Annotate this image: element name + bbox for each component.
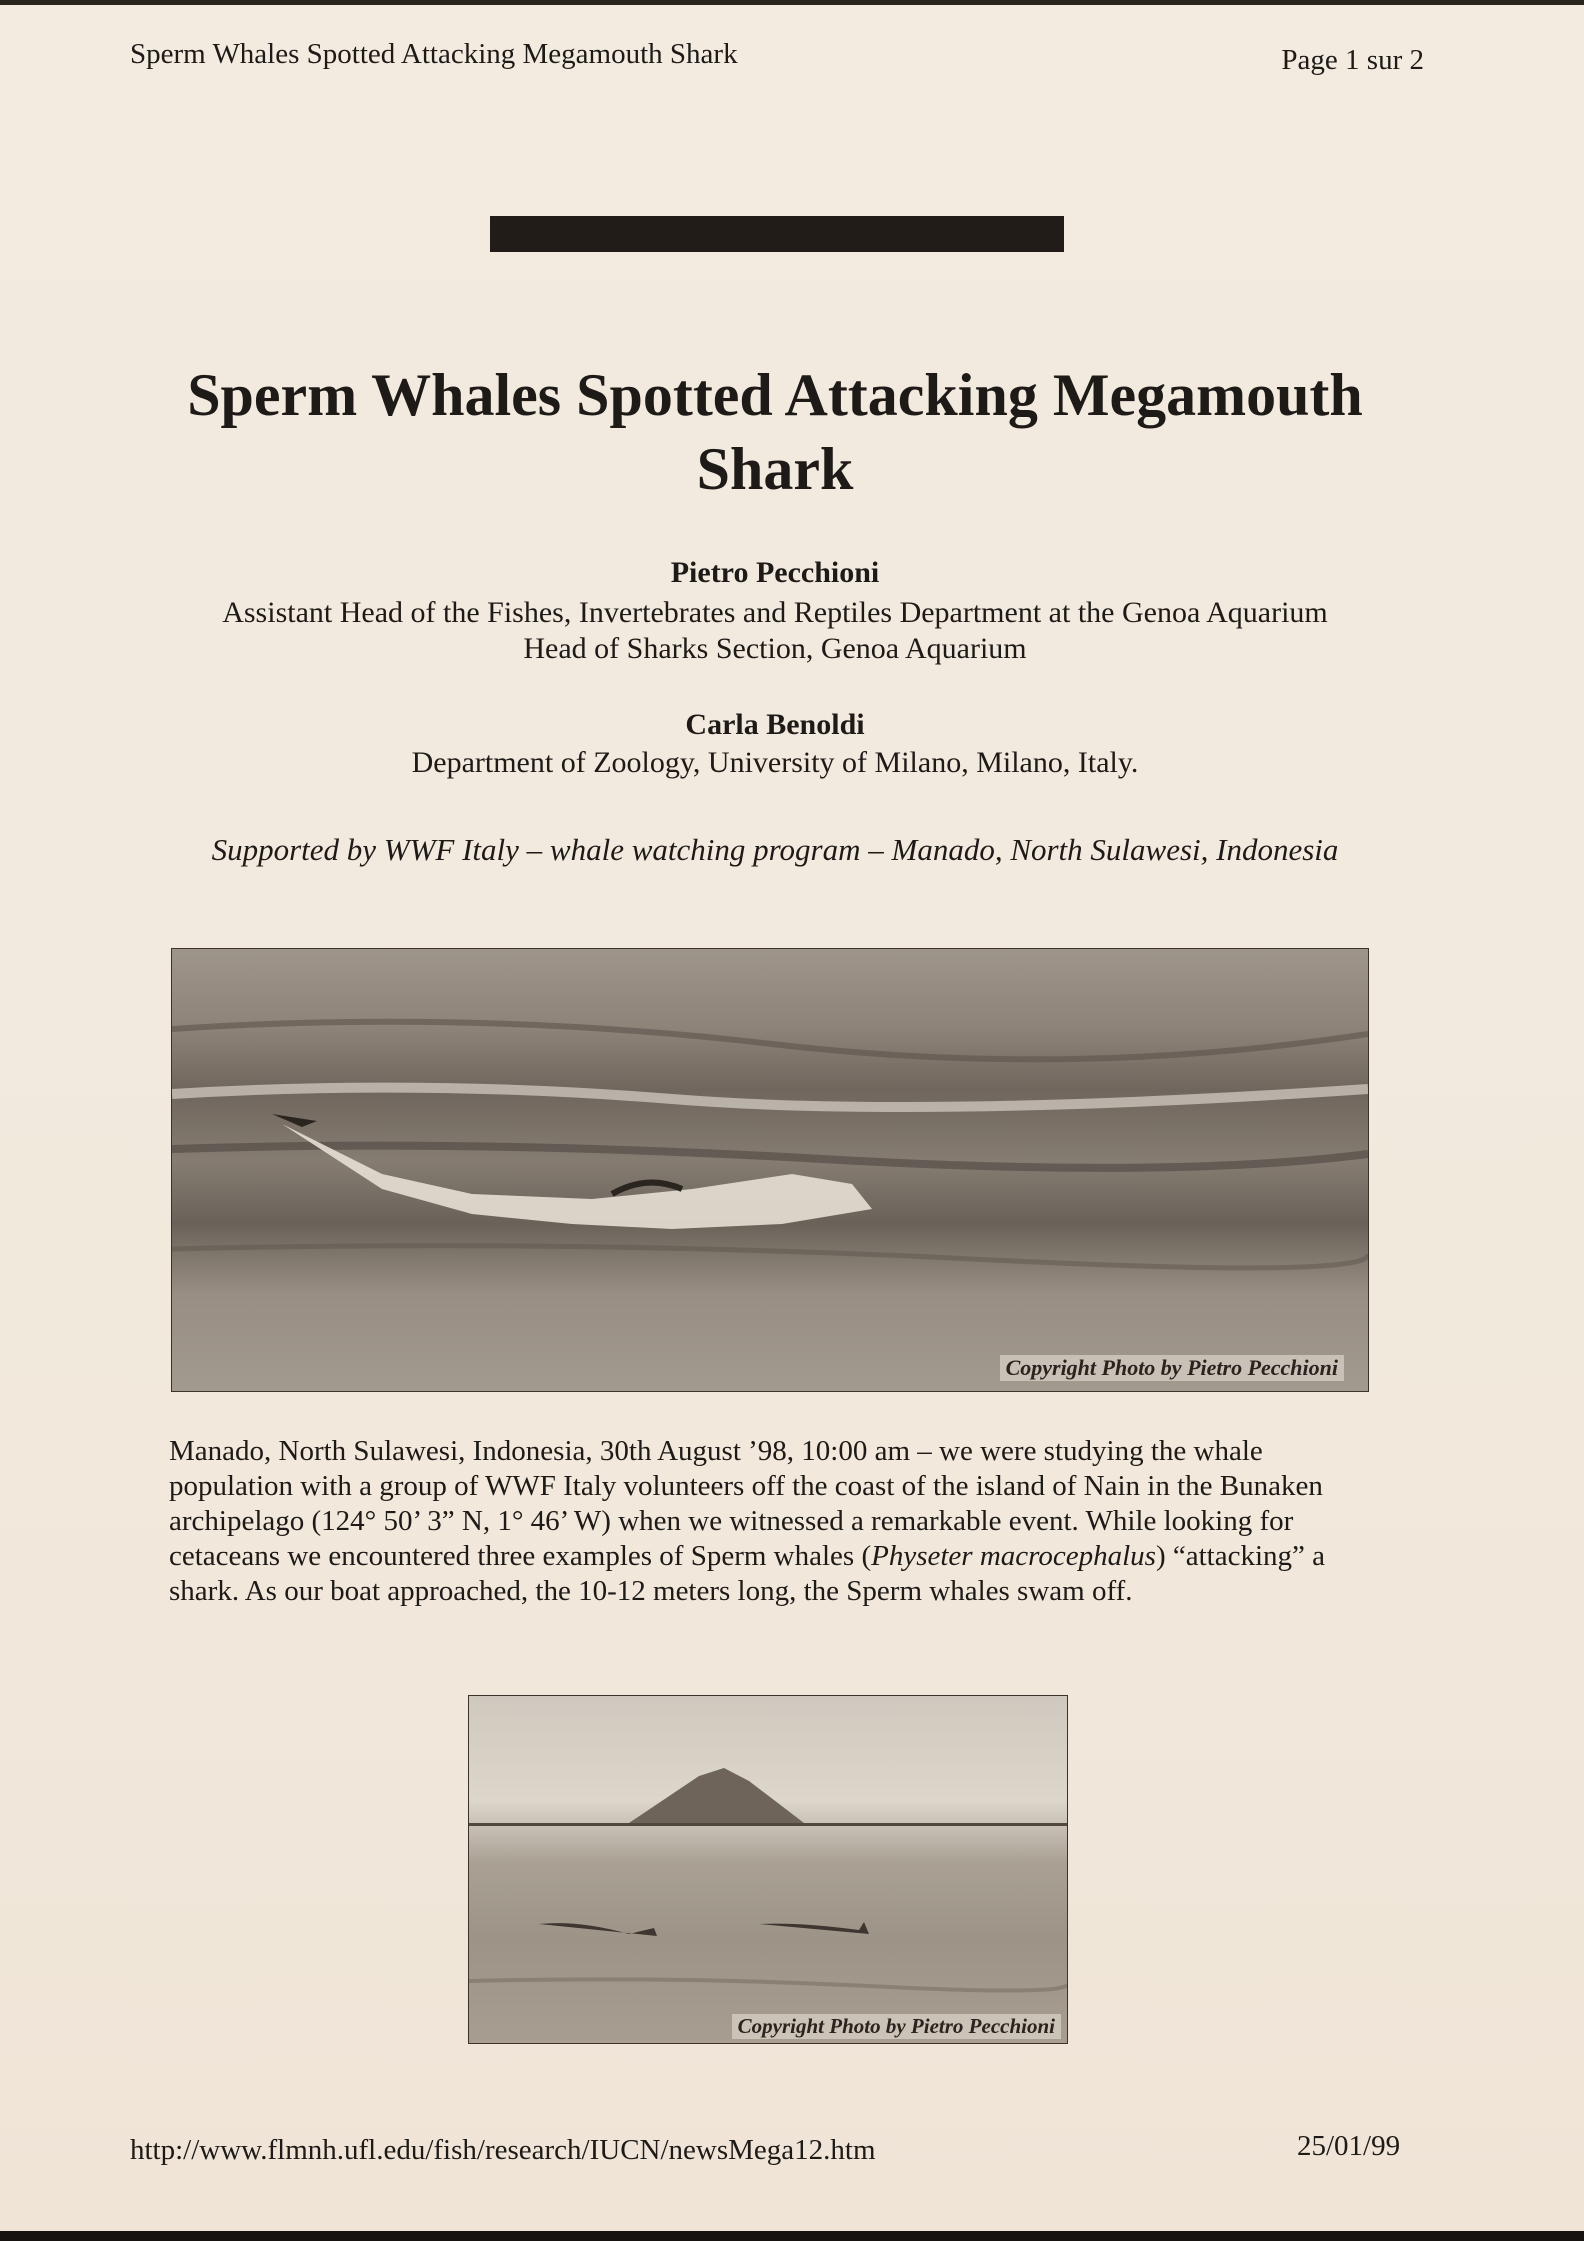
author-affiliation-benoldi: Department of Zoology, University of Milano, Milano, Italy. bbox=[411, 746, 1139, 779]
sperm-whales-island-photo bbox=[468, 1695, 1068, 2044]
article-title: Sperm Whales Spotted Attacking Megamouth Shark bbox=[187, 362, 1363, 502]
author-name-benoldi: Carla Benoldi bbox=[685, 708, 865, 741]
support-statement: Supported by WWF Italy – whale watching program – Manado, North Sulawesi, Indonesia bbox=[211, 832, 1339, 867]
species-name-space bbox=[973, 1540, 980, 1572]
paragraph-text-end: ) “attacking” a shark. As our boat approached, the 10-12 meters long, the Sperm whales swam off. bbox=[169, 1540, 1326, 1607]
footer-url: http://www.flmnh.ufl.edu/fish/research/IUCN/newsMega12.htm bbox=[130, 2134, 876, 2166]
article-paragraph-1 bbox=[169, 1434, 1384, 1609]
species-name-genus: Physeter bbox=[871, 1540, 973, 1572]
island-scene-illustration bbox=[469, 1696, 1067, 2043]
scan-top-edge bbox=[0, 0, 1584, 5]
sea-scene-illustration bbox=[172, 949, 1368, 1391]
paragraph-text-start: Manado, North Sulawesi, Indonesia, 30th August ’98, 10:00 am – we were studying the whale population with a group of WWF Italy volunteers off the coast of the island of Nain in the Bunaken archipelago (124° 50’ 3” N, 1° 46’ W) when we witnessed a remarkable event. While looking for cetaceans we encountered three examples of Sperm whales ( bbox=[169, 1435, 1323, 1572]
print-header-page-number: Page 1 sur 2 bbox=[1281, 44, 1424, 76]
whales-attacking-shark-photo bbox=[171, 948, 1369, 1392]
species-name-epithet: macrocephalus bbox=[979, 1540, 1156, 1572]
author-name-pecchioni: Pietro Pecchioni bbox=[670, 556, 880, 589]
redaction-bar bbox=[490, 216, 1064, 252]
photo-credit-1: Copyright Photo by Pietro Pecchioni bbox=[1000, 1355, 1344, 1381]
footer-date: 25/01/99 bbox=[1297, 2130, 1401, 2162]
author-affiliation-line-2: Head of Sharks Section, Genoa Aquarium bbox=[523, 632, 1027, 665]
print-header-title: Sperm Whales Spotted Attacking Megamouth Shark bbox=[130, 38, 738, 70]
photo-credit-2: Copyright Photo by Pietro Pecchioni bbox=[732, 2014, 1061, 2039]
author-affiliation-line-1: Assistant Head of the Fishes, Invertebrates and Reptiles Department at the Genoa Aquarium bbox=[222, 596, 1328, 629]
scan-bottom-edge bbox=[0, 2231, 1584, 2241]
